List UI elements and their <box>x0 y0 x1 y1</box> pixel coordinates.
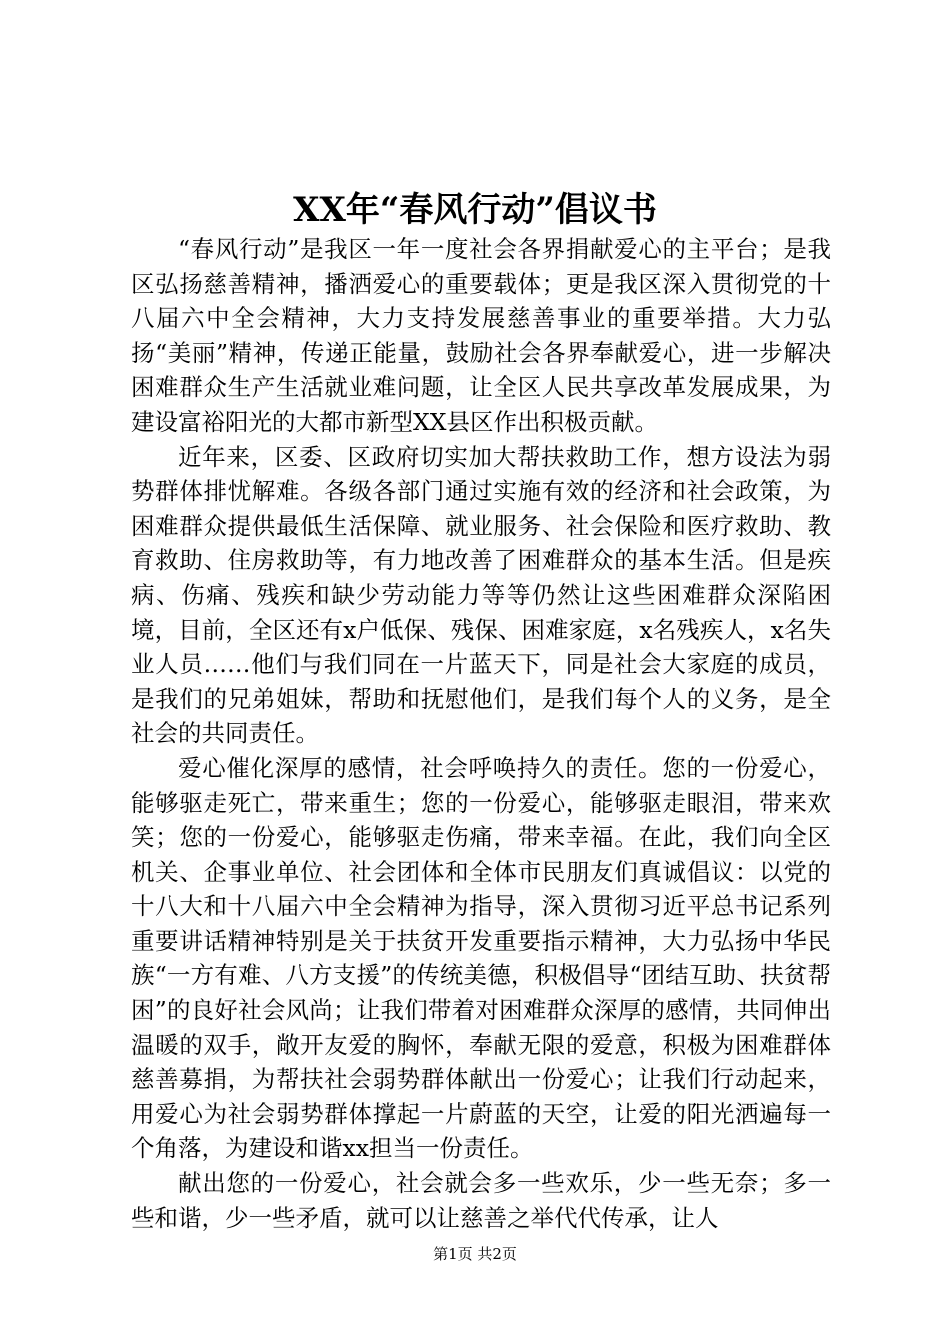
paragraph-1: “春风行动”是我区一年一度社会各界捐献爱心的主平台；是我区弘扬慈善精神，播洒爱心的重要载体；更是我区深入贯彻党的十八届六中全会精神，大力支持发展慈善事业的重要举措。大力弘扬“美丽”精神，传递正能量，鼓励社会各界奉献爱心，进一步解决困难群众生产生活就业难问题，让全区人民共享改革发展成果，为建设富裕阳光的大都市新型XX县区作出积极贡献。 <box>131 235 831 436</box>
page-footer: 第1页 共2页 <box>433 1245 517 1263</box>
document-title: XX年“春风行动”倡议书 <box>293 190 657 230</box>
document-body <box>131 232 831 1235</box>
paragraph-3: 爱心催化深厚的感情，社会呼唤持久的责任。您的一份爱心，能够驱走死亡，带来重生；您的一份爱心，能够驱走眼泪，带来欢笑；您的一份爱心，能够驱走伤痛，带来幸福。在此，我们向全区机关、企事业单位、社会团体和全体市民朋友们真诚倡议：以党的十八大和十八届六中全会精神为指导，深入贯彻习近平总书记系列重要讲话精神特别是关于扶贫开发重要指示精神，大力弘扬中华民族“一方有难、八方支援”的传统美德，积极倡导“团结互助、扶贫帮困”的良好社会风尚；让我们带着对困难群众深厚的感情，共同伸出温暖的双手，敞开友爱的胸怀，奉献无限的爱意，积极为困难群体慈善募捐，为帮扶社会弱势群体献出一份爱心；让我们行动起来，用爱心为社会弱势群体撑起一片蔚蓝的天空，让爱的阳光洒遍每一个角落，为建设和谐xx担当一份责任。 <box>131 753 831 1163</box>
paragraph-4: 献出您的一份爱心，社会就会多一些欢乐，少一些无奈；多一些和谐，少一些矛盾，就可以让慈善之举代代传承，让人 <box>131 1169 831 1232</box>
paragraph-2: 近年来，区委、区政府切实加大帮扶救助工作，想方设法为弱势群体排忧解难。各级各部门通过实施有效的经济和社会政策，为困难群众提供最低生活保障、就业服务、社会保险和医疗救助、教育救助、住房救助等，有力地改善了困难群众的基本生活。但是疾病、伤痛、残疾和缺少劳动能力等等仍然让这些困难群众深陷困境，目前，全区还有x户低保、残保、困难家庭，x名残疾人，x名失业人员……他们与我们同在一片蓝天下，同是社会大家庭的成员，是我们的兄弟姐妹，帮助和抚慰他们，是我们每个人的义务，是全社会的共同责任。 <box>131 442 831 748</box>
